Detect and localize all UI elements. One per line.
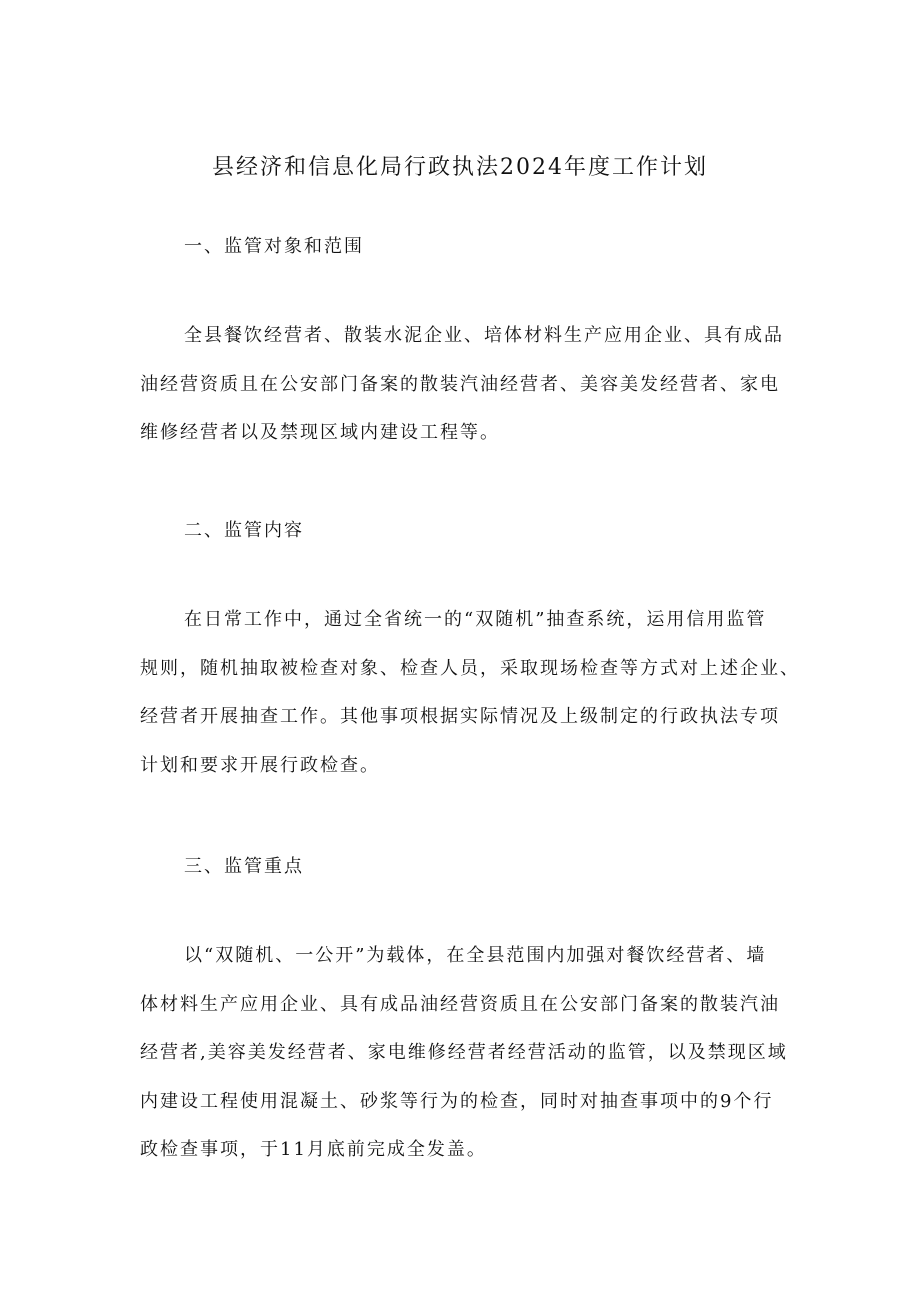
section-heading-1: 一、监管对象和范围 [184,236,364,257]
paragraph-line: 以“双随机、一公开”为载体，在全县范围内加强对餐饮经营者、墙 [184,945,767,966]
paragraph-line: 内建设工程使用混凝土、砂浆等行为的检查，同时对抽查事项中的9个行 [140,1090,774,1112]
paragraph-line: 经营者开展抽查工作。其他事项根据实际情况及上级制定的行政执法专项 [140,706,780,727]
paragraph-line: 计划和要求开展行政检查。 [140,754,380,776]
section-heading-2: 二、监管内容 [184,520,304,541]
paragraph-line: 体材料生产应用企业、具有成品油经营资质且在公安部门备案的散装汽油 [140,993,780,1015]
section-paragraph-3 [140,932,800,1175]
paragraph-line: 经营者,美容美发经营者、家电维修经营者经营活动的监管，以及禁现区域 [140,1042,788,1063]
paragraph-line: 维修经营者以及禁现区域内建设工程等。 [140,422,500,443]
paragraph-line: 规则，随机抽取被检查对象、检查人员，采取现场检查等方式对上述企业、 [140,657,800,679]
section-heading-3: 三、监管重点 [184,856,304,877]
paragraph-line: 油经营资质且在公安部门备案的散装汽油经营者、美容美发经营者、家电 [140,373,780,395]
section-paragraph-1 [140,312,800,458]
section-paragraph-2 [140,596,800,790]
paragraph-line: 全县餐饮经营者、散装水泥企业、培体材料生产应用企业、具有成品 [184,325,784,346]
paragraph-line: 在日常工作中，通过全省统一的“双随机”抽查系统，运用信用监管 [184,609,767,630]
document-title: 县经济和信息化局行政执法2024年度工作计划 [212,155,708,180]
paragraph-line: 政检查事项，于11月底前完成全发盖。 [140,1139,487,1160]
